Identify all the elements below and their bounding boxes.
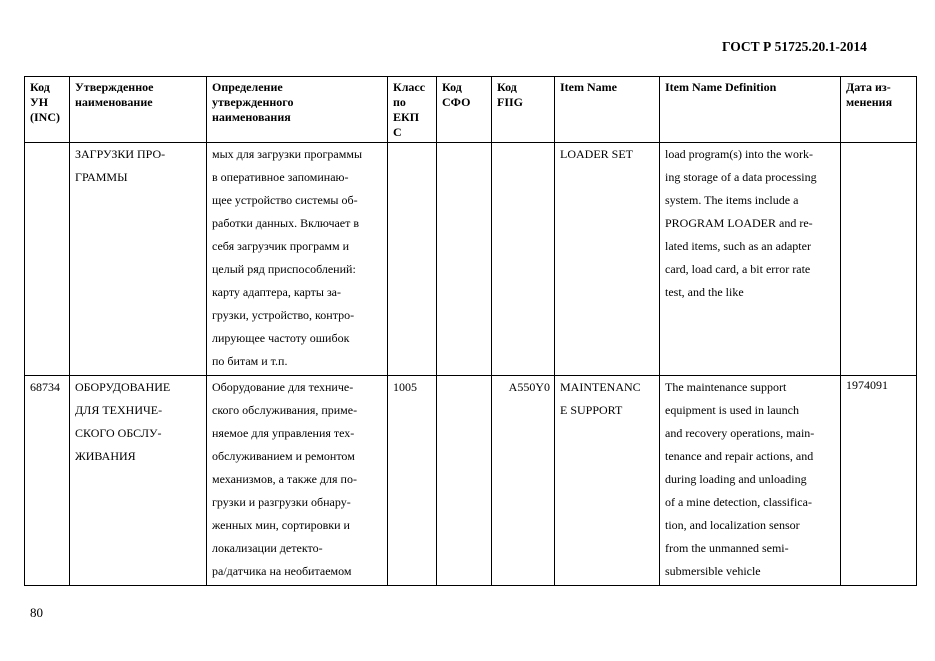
cell-item-name: LOADER SET [555, 143, 660, 376]
page-number: 80 [30, 605, 43, 620]
header-change-date: Дата из- менения [841, 77, 917, 143]
header-inc-code: Код УН (INC) [25, 77, 70, 143]
cell-definition-ru: Оборудование для техниче- ского обслуживания, приме- няемое для управления тех- обслуживанием и ремонтом механизмов, а также для по- грузки и разгрузки обнару- женных мин, сортировки и локализации детекто- ра/датчика на необитаемом [207, 376, 388, 586]
header-class-ekps: Класс по ЕКП С [388, 77, 437, 143]
cell-definition-ru: мых для загрузки программы в оперативное запоминаю- щее устройство системы об- работки данных. Включает в себя загрузчик программ и целый ряд приспособлений: карту адаптера, карты за- грузки, устройство, контро- лирующее частоту ошибок по битам и т.п. [207, 143, 388, 376]
cell-fiig-code: A550Y0 [492, 376, 555, 586]
cell-item-name: MAINTENANC E SUPPORT [555, 376, 660, 586]
header-item-name: Item Name [555, 77, 660, 143]
cell-class-ekps [388, 143, 437, 376]
cell-code [25, 143, 70, 376]
cell-change-date [841, 143, 917, 376]
header-approved-name: Утвержденное наименование [70, 77, 207, 143]
cell-sfo-code [437, 143, 492, 376]
cell-fiig-code [492, 143, 555, 376]
cell-change-date: 1974091 [841, 376, 917, 586]
header-sfo-code: Код СФО [437, 77, 492, 143]
cell-name-ru: ОБОРУДОВАНИЕ ДЛЯ ТЕХНИЧЕ- СКОГО ОБСЛУ- ЖИВАНИЯ [70, 376, 207, 586]
document-code: ГОСТ Р 51725.20.1-2014 [722, 39, 867, 54]
cell-definition-en: load program(s) into the work- ing storage of a data processing system. The items include a PROGRAM LOADER and re- lated items, such as an adapter card, load card, a bit error rate test, and the like [660, 143, 841, 376]
header-fiig-code: Код FIIG [492, 77, 555, 143]
header-item-name-definition: Item Name Definition [660, 77, 841, 143]
nomenclature-table [24, 76, 917, 586]
cell-sfo-code [437, 376, 492, 586]
header-definition-ru: Определение утвержденного наименования [207, 77, 388, 143]
table-header-row [25, 77, 917, 143]
cell-code: 68734 [25, 376, 70, 586]
table-row [25, 376, 917, 586]
cell-definition-en: The maintenance support equipment is used in launch and recovery operations, main- tenance and repair actions, and during loading and unloading of a mine detection, classifica- tion, and localization sensor from the unmanned semi- submersible vehicle [660, 376, 841, 586]
cell-name-ru: ЗАГРУЗКИ ПРО- ГРАММЫ [70, 143, 207, 376]
table-row [25, 143, 917, 376]
cell-class-ekps: 1005 [388, 376, 437, 586]
